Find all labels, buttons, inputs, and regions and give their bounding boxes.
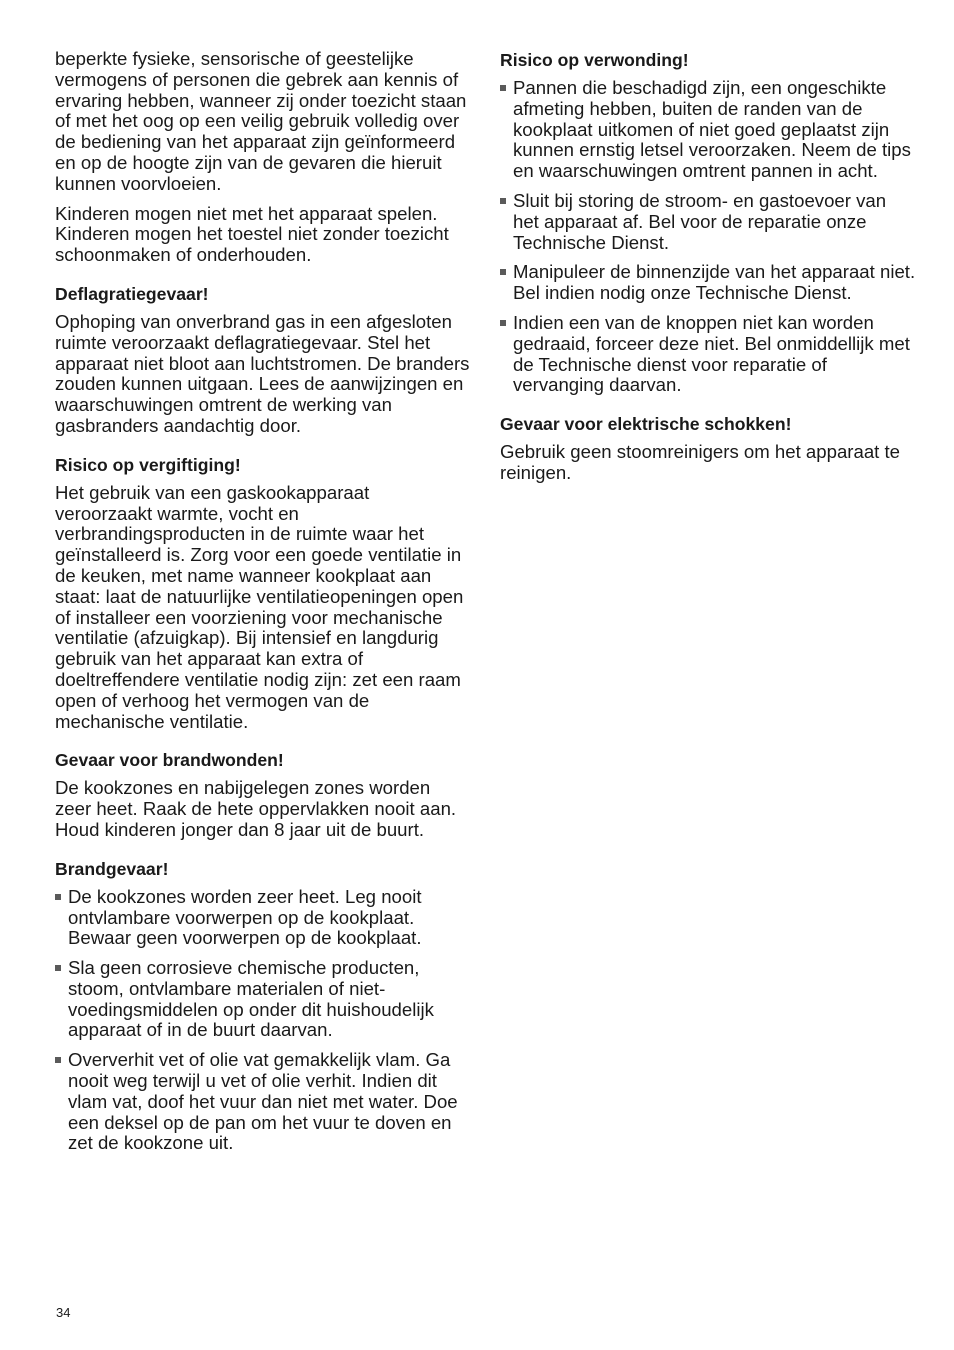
page-number: 34 — [56, 1305, 71, 1320]
square-bullet-icon — [500, 198, 506, 204]
list-item — [55, 887, 471, 949]
fire-heading: Brandgevaar! — [55, 858, 169, 879]
list-item-text: De kookzones worden zeer heet. Leg nooit ontvlambare voorwerpen op de kookplaat. Bewaar geen voorwerpen op de kookplaat. — [68, 885, 422, 949]
list-item-text: Indien een van de knoppen niet kan worden gedraaid, forceer deze niet. Bel onmiddellijk met de Technische dienst voor reparatie of vervanging daarvan. — [513, 311, 910, 396]
poisoning-text: Het gebruik van een gaskookapparaat veroorzaakt warmte, vocht en verbrandingsproducten in de ruimte waar het geïnstalleerd is. Zorg voor een goede ventilatie in de keuken, met name wanneer kookplaat aan staat: laat de natuurlijke ventilatieopeningen open of installeer een voorziening voor mechanische ventilatie (afzuigkap). Bij intensief en langdurig gebruik van het apparaat kan extra of doeltreffendere ventilatie nodig zijn: zet een raam open of verhoog het vermogen van de mechanische ventilatie. — [55, 481, 464, 732]
list-item — [500, 191, 916, 253]
injury-list — [500, 78, 916, 396]
list-item-text: Oververhit vet of olie vat gemakkelijk vlam. Ga nooit weg terwijl u vet of olie verhit. Indien dit vlam vat, doof het vuur dan niet met water. Doe een deksel op de pan om het vuur te doven en zet de kookzone uit. — [68, 1049, 458, 1154]
list-item — [500, 262, 916, 304]
fire-list — [55, 887, 471, 1155]
deflagration-heading: Deflagratiegevaar! — [55, 283, 209, 304]
deflagration-text: Ophoping van onverbrand gas in een afgesloten ruimte veroorzaakt deflagratiegevaar. Stel het apparaat niet bloot aan luchtstromen. De branders zouden kunnen uitgaan. Lees de aanwijzingen en waarschuwingen omtrent de werking van gasbranders aandachtig door. — [55, 310, 470, 436]
list-item — [55, 958, 471, 1041]
square-bullet-icon — [500, 269, 506, 275]
injury-heading: Risico op verwonding! — [500, 50, 689, 70]
list-item-text: Pannen die beschadigd zijn, een ongeschikte afmeting hebben, buiten de randen van de kookplaat uitkomen of niet goed geplaatst zijn kunnen ernstig letsel veroorzaken. Neem de tips en waarschuwingen omtrent pannen in acht. — [513, 77, 911, 182]
list-item-text: Sla geen corrosieve chemische producten, stoom, ontvlambare materialen of niet-voedingsmiddelen op onder dit huishoudelijk apparaat of in de buurt daarvan. — [68, 957, 434, 1041]
left-column — [55, 49, 471, 1163]
list-item — [500, 78, 916, 182]
list-item — [55, 1050, 471, 1154]
list-item — [500, 313, 916, 396]
square-bullet-icon — [55, 894, 61, 900]
intro-paragraph-1: beperkte fysieke, sensorische of geestelijke vermogens of personen die gebrek aan kennis of ervaring hebben, wanneer zij onder toezicht staan of met het oog op een veilig gebruik volledig over de bediening van het apparaat zijn geïnformeerd en op de hoogte zijn van de gevaren die hieruit kunnen voorvloeien. — [55, 48, 467, 194]
burns-text: De kookzones en nabijgelegen zones worden zeer heet. Raak de hete oppervlakken nooit aan. Houd kinderen jonger dan 8 jaar uit de buurt. — [55, 777, 457, 840]
electric-heading: Gevaar voor elektrische schokken! — [500, 414, 792, 435]
square-bullet-icon — [500, 85, 506, 91]
square-bullet-icon — [55, 965, 61, 971]
intro-paragraph-2: Kinderen mogen niet met het apparaat spelen. Kinderen mogen het toestel niet zonder toezicht schoonmaken of onderhouden. — [55, 202, 449, 266]
burns-heading: Gevaar voor brandwonden! — [55, 750, 284, 771]
list-item-text: Manipuleer de binnenzijde van het apparaat niet. Bel indien nodig onze Technische Dienst. — [513, 261, 916, 304]
list-item-text: Sluit bij storing de stroom- en gastoevoer van het apparaat af. Bel voor de reparatie onze Technische Dienst. — [513, 189, 887, 253]
right-column — [500, 49, 916, 493]
square-bullet-icon — [55, 1057, 61, 1063]
poisoning-heading: Risico op vergiftiging! — [55, 454, 241, 475]
square-bullet-icon — [500, 320, 506, 326]
electric-text: Gebruik geen stoomreinigers om het apparaat te reinigen. — [500, 441, 900, 483]
